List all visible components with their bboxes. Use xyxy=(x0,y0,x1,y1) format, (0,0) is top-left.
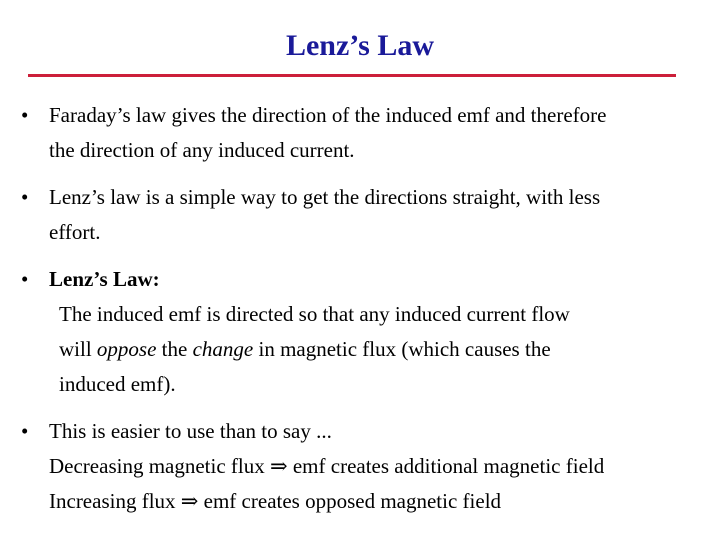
example-effect: emf creates opposed magnetic field xyxy=(203,489,502,513)
implies-arrow-icon: ⇒ xyxy=(180,489,199,513)
example-line xyxy=(49,449,699,484)
law-heading: Lenz’s Law: xyxy=(49,267,160,291)
example-cause: Decreasing magnetic flux xyxy=(49,454,265,478)
bullet-lenz-law xyxy=(0,262,699,402)
bullet-marker: • xyxy=(21,185,29,209)
bullet-faraday xyxy=(0,98,699,168)
bullet-line: the direction of any induced current. xyxy=(49,138,355,162)
text-span: the xyxy=(156,337,193,361)
example-effect: emf creates additional magnetic field xyxy=(292,454,605,478)
slide-title: Lenz’s Law xyxy=(285,29,435,62)
bullet-line: Faraday’s law gives the direction of the induced emf and therefore xyxy=(49,103,607,127)
bullet-easier xyxy=(0,414,699,519)
bullet-line: This is easier to use than to say ... xyxy=(49,419,332,443)
emphasis-oppose: oppose xyxy=(96,337,157,361)
example-line xyxy=(49,484,699,519)
bullet-marker: • xyxy=(21,267,29,291)
implies-arrow-icon: ⇒ xyxy=(270,454,288,478)
law-definition-line xyxy=(59,332,679,367)
bullet-marker: • xyxy=(21,103,29,127)
text-span: in magnetic flux (which causes the xyxy=(253,337,551,361)
title-underline xyxy=(28,74,676,77)
law-definition-line: The induced emf is directed so that any induced current flow xyxy=(59,302,570,326)
text-span: will xyxy=(59,337,97,361)
bullet-marker: • xyxy=(21,419,29,443)
emphasis-change: change xyxy=(192,337,254,361)
example-cause: Increasing flux xyxy=(49,489,176,513)
bullet-line: Lenz’s law is a simple way to get the directions straight, with less xyxy=(49,185,601,209)
bullet-lenz-simple xyxy=(0,180,699,250)
bullet-line: effort. xyxy=(49,220,101,244)
law-definition-line: induced emf). xyxy=(59,372,176,396)
